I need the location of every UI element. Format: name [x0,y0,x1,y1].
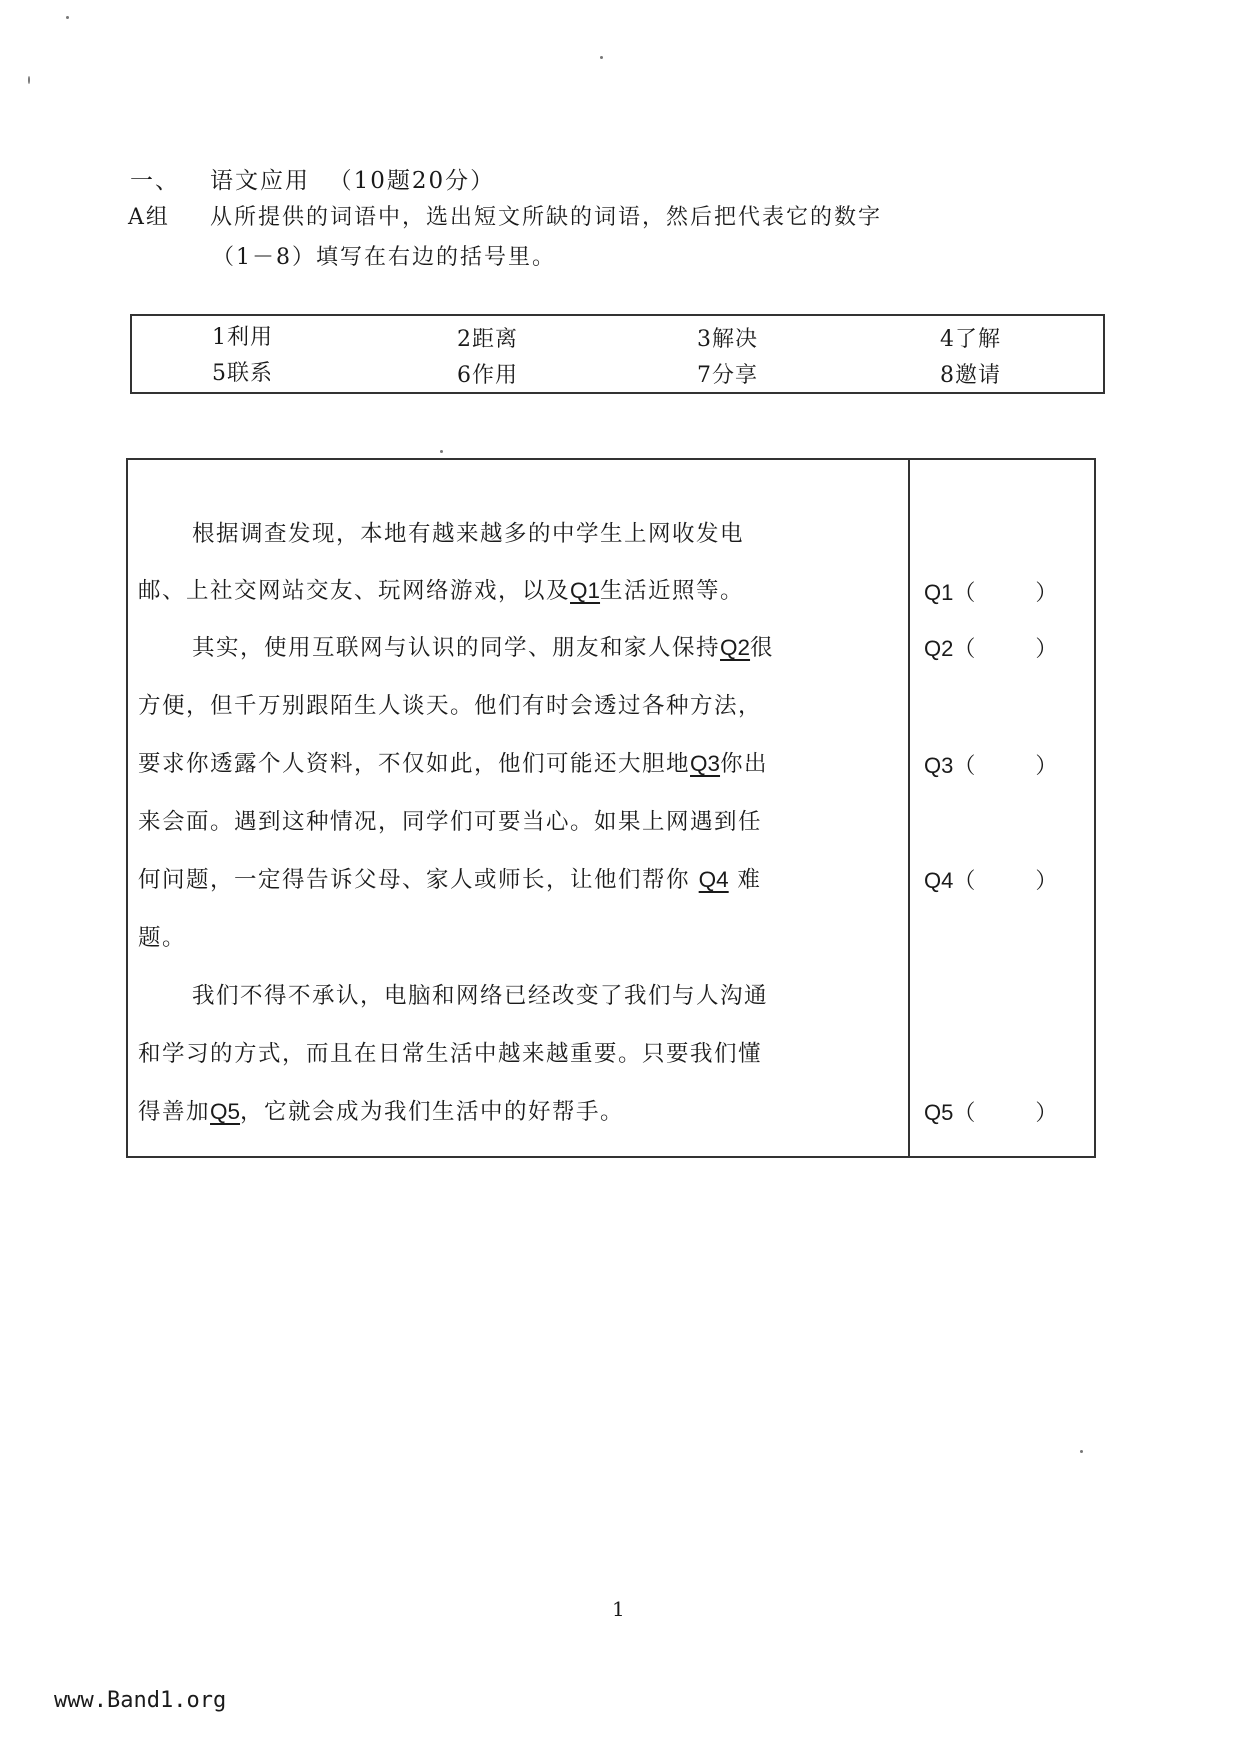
word-option: 8邀请 [940,363,1001,388]
blank-q2: Q2 [720,635,751,660]
word-option: 7分享 [697,363,758,388]
blank-q5: Q5 [210,1099,241,1124]
passage-line: 其实，使用互联网与认识的同学、朋友和家人保持Q2很 [192,635,775,661]
passage-line: 方便，但千万别跟陌生人谈天。他们有时会透过各种方法， [138,693,763,719]
group-instruction [128,200,882,231]
word-option: 3解决 [697,327,758,352]
passage-line: 和学习的方式，而且在日常生活中越来越重要。只要我们懂 [138,1041,763,1067]
passage-line: 根据调查发现，本地有越来越多的中学生上网收发电 [192,521,745,547]
instruction-line-2: （1－8）填写在右边的括号里。 [212,245,556,270]
page-number: 1 [612,1597,625,1621]
watermark-url: www.Band1.org [54,1688,227,1713]
word-bank [130,314,1105,394]
answer-slot-q3[interactable]: Q3（ ） [924,753,1058,778]
word-option: 2距离 [457,327,518,352]
word-option: 4了解 [940,327,1001,352]
answer-slot-q4[interactable]: Q4（ ） [924,868,1058,893]
passage-line: 来会面。遇到这种情况，同学们可要当心。如果上网遇到任 [138,809,763,835]
answer-slot-q2[interactable]: Q2（ ） [924,636,1058,661]
blank-q4: Q4 [698,867,729,892]
section-heading [130,162,495,195]
passage-line: 题。 [138,925,187,951]
blank-q1: Q1 [570,578,601,603]
group-label: A组 [128,205,170,230]
passage-line: 我们不得不承认，电脑和网络已经改变了我们与人沟通 [192,983,769,1009]
section-title: 语文应用 [210,168,310,194]
word-option: 6作用 [457,363,518,388]
answer-slot-q1[interactable]: Q1（ ） [924,580,1058,605]
section-score: （10题20分） [328,168,496,194]
passage-line: 何问题，一定得告诉父母、家人或师长，让他们帮你 Q4 难 [138,867,762,893]
word-option: 5联系 [212,361,273,386]
passage-line: 得善加Q5，它就会成为我们生活中的好帮手。 [138,1099,625,1125]
section-number: 一、 [130,168,180,194]
column-divider [908,460,910,1156]
answer-slot-q5[interactable]: Q5（ ） [924,1100,1058,1125]
passage-table [126,458,1096,1158]
instruction-line-1: 从所提供的词语中，选出短文所缺的词语，然后把代表它的数字 [210,205,883,230]
passage-line: 要求你透露个人资料，不仅如此，他们可能还大胆地Q3你出 [138,751,769,777]
blank-q3: Q3 [690,751,721,776]
word-option: 1利用 [212,325,273,350]
passage-line: 邮、上社交网站交友、玩网络游戏，以及Q1生活近照等。 [138,578,745,604]
